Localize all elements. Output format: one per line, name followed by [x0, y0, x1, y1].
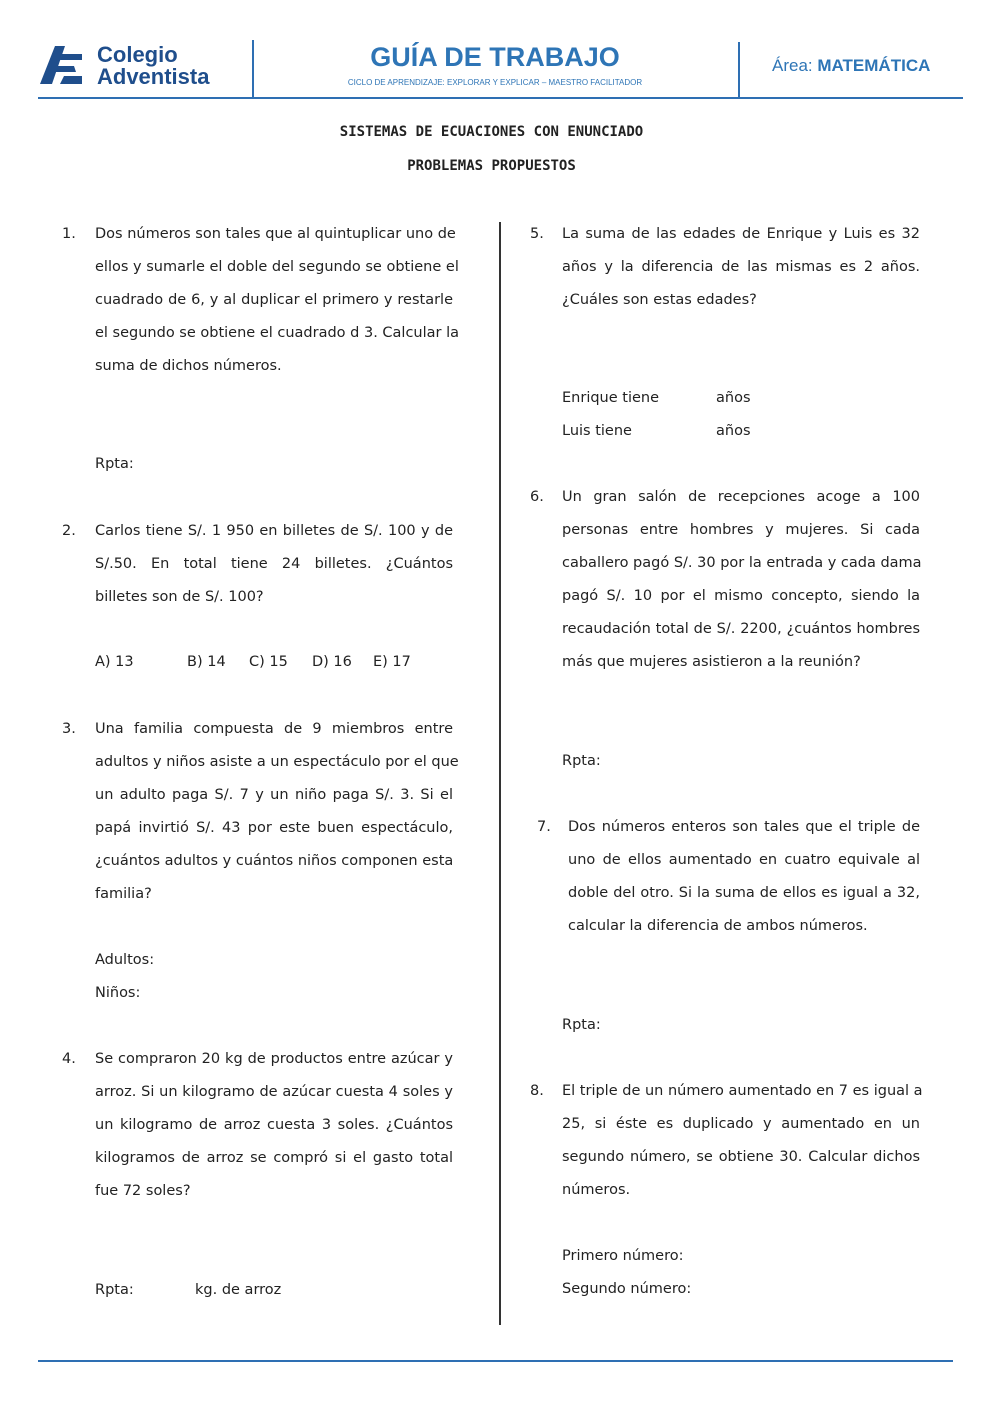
problem-6-line: caballero pagó S/. 30 por la entrada y cada dama	[562, 555, 922, 571]
school-name-line1: Colegio	[97, 42, 178, 67]
header-divider-left	[252, 40, 254, 98]
problem-6-text	[562, 481, 920, 679]
footer-rule	[38, 1360, 953, 1362]
school-name-line2: Adventista	[97, 64, 210, 89]
problem-1-line: cuadrado de 6, y al duplicar el primero y restarle	[95, 292, 453, 308]
problem-4-answer-label: Rpta:	[95, 1282, 134, 1298]
problem-1-line: suma de dichos números.	[95, 358, 282, 374]
problem-8-number: 8.	[530, 1083, 544, 1099]
problem-2-option-b: B) 14	[187, 654, 226, 670]
page-subtitle: CICLO DE APRENDIZAJE: EXPLORAR Y EXPLICAR – MAESTRO FACILITADOR	[347, 78, 643, 87]
problem-6-line: más que mujeres asistieron a la reunión?	[562, 654, 861, 670]
problem-8-line: segundo número, se obtiene 30. Calcular dichos	[562, 1149, 920, 1165]
problem-6-line: pagó S/. 10 por el mismo concepto, siendo la	[562, 588, 920, 604]
problem-7-line: uno de ellos aumentado en cuatro equivale al	[568, 852, 920, 868]
problem-8-line: El triple de un número aumentado en 7 es igual a	[562, 1083, 923, 1099]
problem-5-answer-enrique-label: Enrique tiene	[562, 390, 660, 406]
problem-2-option-a: A) 13	[95, 654, 134, 670]
problem-1-answer-label: Rpta:	[95, 456, 134, 472]
problem-7-line: Dos números enteros son tales que el triple de	[568, 819, 920, 835]
problem-3-line: familia?	[95, 886, 152, 902]
problem-4-line: kilogramos de arroz se compró si el gasto total	[95, 1150, 453, 1166]
problem-3-line: un adulto paga S/. 7 y un niño paga S/. 3. Si el	[95, 787, 453, 803]
problem-2-option-d: D) 16	[312, 654, 352, 670]
problem-1-line: ellos y sumarle el doble del segundo se obtiene el	[95, 259, 459, 275]
problem-1-line: el segundo se obtiene el cuadrado d 3. Calcular la	[95, 325, 460, 341]
column-divider	[499, 222, 501, 1325]
problem-2-line: Carlos tiene S/. 1 950 en billetes de S/. 100 y de	[95, 523, 453, 539]
subject-area-value: MATEMÁTICA	[817, 56, 931, 75]
problem-5-answer-enrique-unit: años	[716, 390, 751, 406]
section-subtitle: PROBLEMAS PROPUESTOS	[407, 158, 576, 174]
problem-3-answer-adults: Adultos:	[95, 952, 155, 968]
problem-8-line: números.	[562, 1182, 631, 1198]
problem-4-text	[95, 1043, 453, 1208]
problem-6-line: Un gran salón de recepciones acoge a 100	[562, 489, 920, 505]
school-logo-icon	[38, 42, 84, 88]
problem-3-line: Una familia compuesta de 9 miembros entre	[95, 721, 453, 737]
problem-8-answer-first: Primero número:	[562, 1248, 684, 1264]
problem-7-answer-label: Rpta:	[562, 1017, 601, 1033]
problem-6-number: 6.	[530, 489, 544, 505]
problem-7-number: 7.	[537, 819, 551, 835]
problem-2-line: billetes son de S/. 100?	[95, 589, 264, 605]
problem-2-text	[95, 515, 453, 614]
problem-1-text	[95, 218, 460, 383]
problem-6-line: recaudación total de S/. 2200, ¿cuántos hombres	[562, 621, 920, 637]
problem-5-line: años y la diferencia de las mismas es 2 años.	[562, 259, 920, 275]
header-rule	[38, 97, 963, 99]
problem-3-line: ¿cuántos adultos y cuántos niños componen esta	[95, 853, 454, 869]
subject-area-label: Área:	[772, 56, 813, 75]
problem-4-line: Se compraron 20 kg de productos entre azúcar y	[95, 1051, 453, 1067]
problem-5-answer-luis-unit: años	[716, 423, 751, 439]
problem-2-option-c: C) 15	[249, 654, 288, 670]
problem-4-line: arroz. Si un kilogramo de azúcar cuesta 4 soles y	[95, 1084, 453, 1100]
problem-3-line: adultos y niños asiste a un espectáculo por el que	[95, 754, 459, 770]
problem-3-line: papá invirtió S/. 43 por este buen espectáculo,	[95, 820, 453, 836]
problem-5-line: La suma de las edades de Enrique y Luis es 32	[562, 226, 920, 242]
problem-5-text	[562, 218, 920, 317]
page-title: GUÍA DE TRABAJO	[370, 42, 620, 72]
problem-2-line: S/.50. En total tiene 24 billetes. ¿Cuántos	[95, 556, 453, 572]
problem-8-answer-second: Segundo número:	[562, 1281, 692, 1297]
problem-4-line: un kilogramo de arroz cuesta 3 soles. ¿Cuántos	[95, 1117, 453, 1133]
problem-1-number: 1.	[62, 226, 76, 242]
problem-6-line: personas entre hombres y mujeres. Si cada	[562, 522, 920, 538]
problem-4-number: 4.	[62, 1051, 76, 1067]
problem-4-line: fue 72 soles?	[95, 1183, 191, 1199]
problem-1-line: Dos números son tales que al quintuplicar uno de	[95, 226, 456, 242]
problem-7-line: doble del otro. Si la suma de ellos es igual a 32,	[568, 885, 920, 901]
subject-area	[772, 56, 930, 76]
problem-8-line: 25, si éste es duplicado y aumentado en un	[562, 1116, 920, 1132]
header-divider-right	[738, 42, 740, 98]
problem-2-option-e: E) 17	[373, 654, 411, 670]
problem-3-number: 3.	[62, 721, 76, 737]
problem-7-text	[568, 811, 920, 943]
problem-8-text	[562, 1075, 923, 1207]
problem-5-line: ¿Cuáles son estas edades?	[562, 292, 757, 308]
problem-4-answer-unit: kg. de arroz	[195, 1282, 282, 1298]
problem-3-text	[95, 713, 459, 911]
problem-2-number: 2.	[62, 523, 76, 539]
problem-3-answer-children: Niños:	[95, 985, 141, 1001]
section-title: SISTEMAS DE ECUACIONES CON ENUNCIADO	[339, 124, 644, 140]
school-name	[97, 44, 209, 88]
problem-6-answer-label: Rpta:	[562, 753, 601, 769]
problem-5-answer-luis-label: Luis tiene	[562, 423, 632, 439]
problem-5-number: 5.	[530, 226, 544, 242]
problem-7-line: calcular la diferencia de ambos números.	[568, 918, 868, 934]
